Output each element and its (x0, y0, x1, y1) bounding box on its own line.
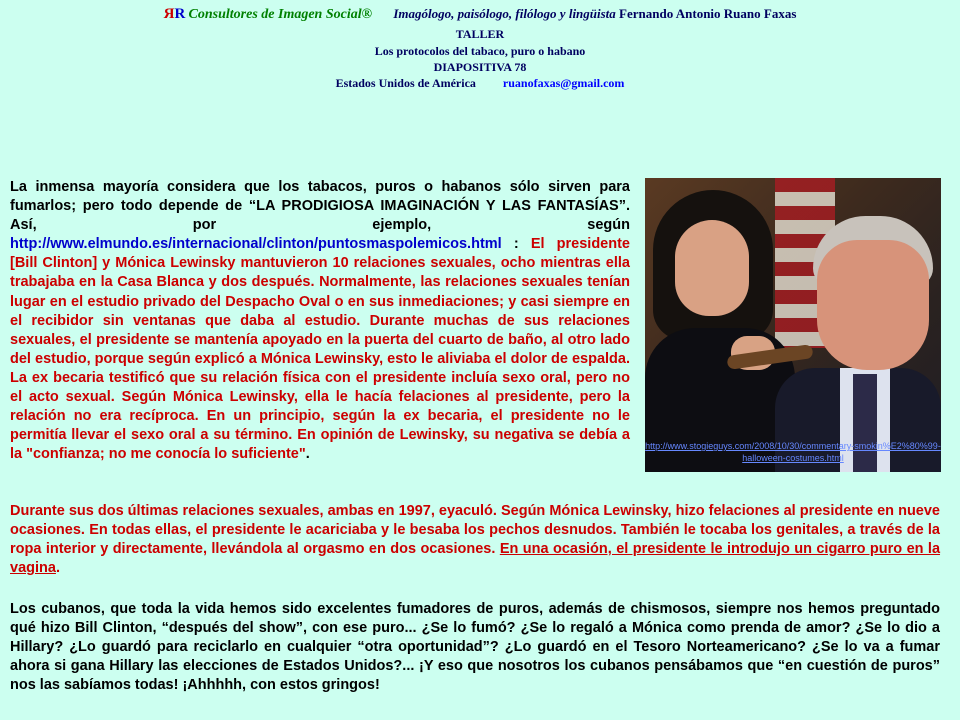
paragraph-1 (10, 178, 630, 464)
photo-source-link[interactable]: http://www.stogieguys.com/2008/10/30/commentary-smokin%E2%80%99-halloween-costumes.html (645, 441, 941, 463)
paragraph-1-quote: El presidente [Bill Clinton] y Mónica Lewinsky mantuvieron 10 relaciones sexuales, ocho mientras ella trabajaba en la Casa Blanca y dos después. Normalmente, las relaciones sexuales tenían lugar en el estudio privado del Despacho Oval o en sus inmediaciones; y casi siempre en el recibidor sin ventanas que daba al estudio. Durante muchas de sus relaciones sexuales, el presidente se mantenía apoyado en la puerta del cuarto de baño, al otro lado del estudio, porque según explicó a Mónica Lewinsky, esto le aliviaba el dolor de espalda. La ex becaria testificó que su relación física con el presidente incluía sexo oral, pero no el acto sexual. Según Mónica Lewinsky, ella le hacía felaciones al presidente, pero la relación no era recíproca. En un principio, según la ex becaria, el presidente no le permitía llevar el sexo oral a su término. En opinión de Lewinsky, su negativa se debía a la "confianza; no me conocía lo suficiente" (10, 236, 630, 463)
brand-name: Consultores de Imagen Social® (188, 7, 373, 22)
paragraph-1-intro: La inmensa mayoría considera que los tabacos, puros o habanos sólo sirven para fumarlos; pero todo depende de “LA PRODIGIOSA IMAGINACIÓN Y LAS FANTASÍAS”. Así, por ejemplo, según (10, 179, 630, 234)
paragraph-2-main: Durante sus dos últimas relaciones sexuales, ambas en 1997, eyaculó. Según Mónica Lewinsky, hizo felaciones al presidente en nueve ocasiones. En todas ellas, el presidente le acariciaba y le besaba los pechos desnudos. También le tocaba los genitales, a través de la ropa interior y directamente, llevándola al orgasmo en dos ocasiones. (10, 503, 940, 558)
country: Estados Unidos de América (335, 76, 476, 90)
source-link[interactable]: http://www.elmundo.es/internacional/clinton/puntosmaspolemicos.html (10, 236, 502, 253)
author-name: Fernando Antonio Ruano Faxas (619, 6, 797, 21)
slide-number: DIAPOSITIVA 78 (433, 60, 527, 74)
header-line-1 (0, 6, 960, 23)
logo-mark-r: R (174, 6, 186, 22)
workshop-title: Los protocolos del tabaco, puro o habano (374, 44, 586, 58)
logo-mark: Я (163, 6, 175, 22)
colon: : (501, 236, 531, 253)
paragraph-2-end: . (55, 560, 60, 577)
woman-face (675, 220, 749, 316)
paragraph-1-end: . (305, 446, 310, 463)
paragraph-3: Los cubanos, que toda la vida hemos sido excelentes fumadores de puros, además de chismosos, siempre nos hemos preguntado qué hizo Bill Clinton, “después del show”, con ese puro... ¿Se lo fumó? ¿Se lo regaló a Mónica como prenda de amor? ¿Se lo dio a Hillary? ¿Lo guardó para reciclarlo en cualquier “otra oportunidad”? ¿Lo guardó en el Tesoro Norteamericano? ¿Se lo va a fumar ahora si gana Hillary las elecciones de Estados Unidos?... ¡Y eso que nosotros los cubanos pensábamos que “en cuestión de puros” nos las sabíamos todas! ¡Ahhhhh, con estos gringos! (10, 601, 940, 694)
workshop-label: TALLER (455, 27, 505, 41)
paragraph-2-underlined: En una ocasión, el presidente le introdujo un cigarro puro en la vagina (10, 541, 941, 577)
man-face (817, 240, 929, 370)
photo-clinton-lewinsky (645, 178, 941, 472)
header-contact (0, 76, 960, 91)
paragraph-2 (10, 502, 940, 578)
author-role: Imagólogo, paisólogo, filólogo y lingüista (393, 6, 616, 21)
email-link[interactable]: ruanofaxas@gmail.com (502, 76, 625, 90)
